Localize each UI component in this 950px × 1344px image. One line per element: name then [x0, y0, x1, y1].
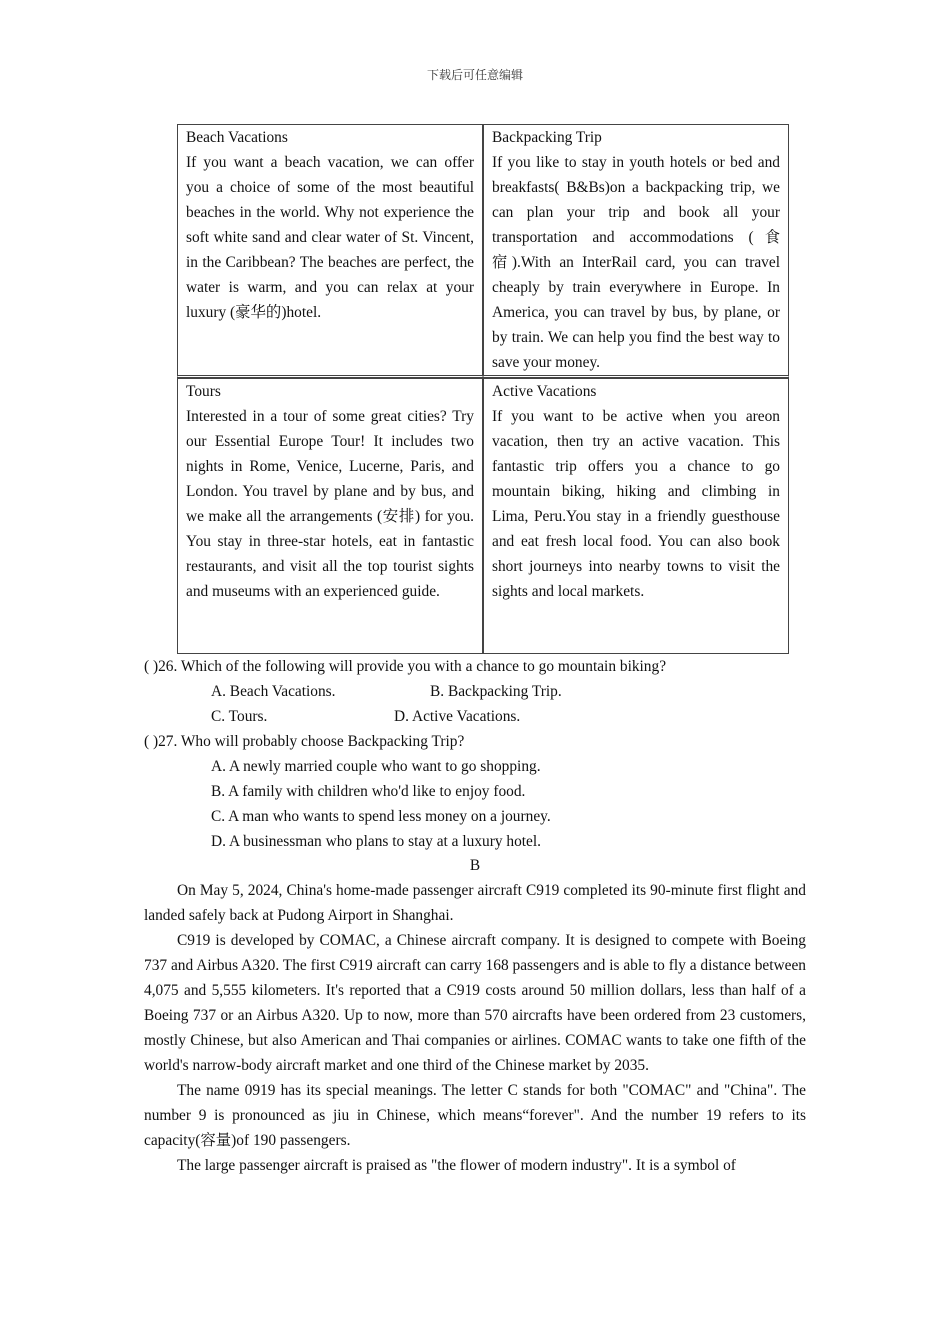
question-27-option-d: D. A businessman who plans to stay at a luxury hotel. [211, 833, 542, 850]
ad-title-tours: Tours [186, 383, 221, 400]
reading-passage-b [144, 853, 806, 1178]
question-27-stem: ( )27. Who will probably choose Backpacking Trip? [144, 733, 465, 750]
vacation-ads-table [177, 124, 789, 654]
passage-paragraph-1: On May 5, 2024, China's home-made passenger aircraft C919 completed its 90-minute first flight and landed safely back at Pudong Airport in Shanghai. [144, 882, 806, 924]
ad-body-beach: If you want a beach vacation, we can offer you a choice of some of the most beautiful beaches in the world. Why not experience the soft white sand and clear water of St. Vincent, in the Caribbean? The beaches are perfect, the water is warm, and you can relax at your luxury (豪华的)hotel. [186, 154, 474, 321]
ad-title-beach: Beach Vacations [186, 129, 288, 146]
ad-title-active: Active Vacations [492, 383, 597, 400]
ad-cell-beach [177, 124, 483, 378]
ad-body-tours: Interested in a tour of some great cities? Try our Essential Europe Tour! It includes two nights in Rome, Venice, Lucerne, Paris, and London. You travel by plane and by bus, and we make all the arrangements (安排) for you. You stay in three-star hotels, eat in fantastic restaurants, and visit all the top tourist sights and museums with an experienced guide. [186, 408, 474, 600]
ad-title-backpacking: Backpacking Trip [492, 129, 602, 146]
ad-body-backpacking: If you like to stay in youth hotels or bed and breakfasts( B&Bs)on a backpacking trip, we can plan your trip and book all your transportation and accommodations (食宿).With an InterRail card, you can travel cheaply by train everywhere in Europe. In America, you can travel by bus, by plane, or by train. We can help you find the best way to save your money. [492, 154, 780, 371]
ad-body-active: If you want to be active when you areon vacation, then try an active vacation. This fantastic trip offers you a chance to go mountain biking, hiking and climbing in Lima, Peru.You stay in a friendly guesthouse and eat fresh local food. You can also book short journeys into nearby towns to visit the sights and local markets. [492, 408, 780, 600]
question-26-option-c: C. Tours. [211, 708, 268, 725]
passage-paragraph-3: The name 0919 has its special meanings. The letter C stands for both "COMAC" and "China". The number 9 is pronounced as jiu in Chinese, which means“forever". And the number 19 refers to its capacity(容量)of 190 passengers. [144, 1082, 806, 1149]
question-26-options-row-1 [144, 679, 806, 704]
question-26-option-d: D. Active Vacations. [394, 708, 521, 725]
ads-row-bottom [177, 378, 789, 654]
question-27-option-b: B. A family with children who'd like to enjoy food. [211, 783, 526, 800]
ad-cell-active [483, 378, 789, 654]
question-27-option-a: A. A newly married couple who want to go shopping. [211, 758, 541, 775]
passage-paragraph-2: C919 is developed by COMAC, a Chinese aircraft company. It is designed to compete with Boeing 737 and Airbus A320. The first C919 aircraft can carry 168 passengers and is able to fly a distance between 4,075 and 5,555 kilometers. It's reported that a C919 costs around 50 million dollars, less than half of a Boeing 737 or an Airbus A320. Up to now, more than 570 aircrafts have been ordered from 23 customers, mostly Chinese, but also American and Thai companies or airlines. COMAC wants to take one fifth of the world's narrow-body aircraft market and one third of the Chinese market by 2035. [144, 932, 806, 1074]
question-27-option-c: C. A man who wants to spend less money on a journey. [211, 808, 551, 825]
questions-section [144, 654, 806, 854]
question-26-option-a: A. Beach Vacations. [211, 683, 336, 700]
section-letter: B [469, 857, 481, 874]
ad-cell-tours [177, 378, 483, 654]
ads-row-top [177, 124, 789, 378]
question-26-options-row-2 [144, 704, 806, 729]
page-header-note: 下载后可任意编辑 [426, 68, 523, 82]
ad-cell-backpacking [483, 124, 789, 378]
question-26-option-b: B. Backpacking Trip. [430, 683, 562, 700]
passage-paragraph-4: The large passenger aircraft is praised as "the flower of modern industry". It is a symbol of [177, 1157, 736, 1174]
question-26-stem: ( )26. Which of the following will provide you with a chance to go mountain biking? [144, 658, 667, 675]
